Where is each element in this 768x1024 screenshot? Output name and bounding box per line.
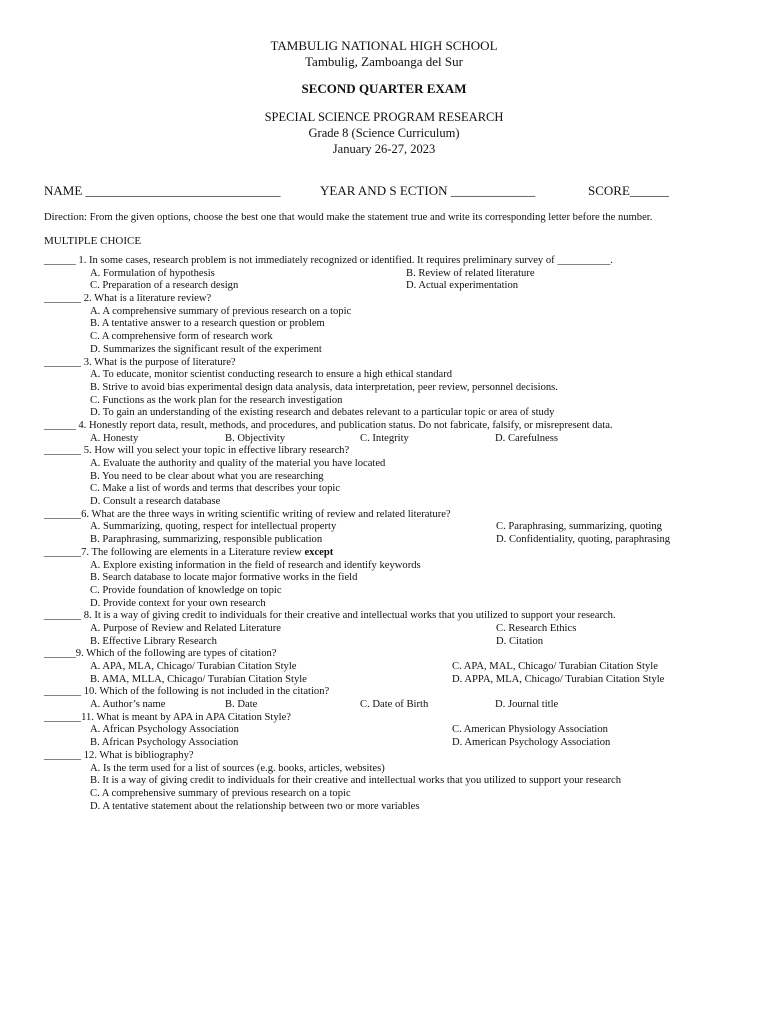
option-c: C. Preparation of a research design — [90, 280, 239, 292]
question-stem: _______ 2. What is a literature review? — [44, 293, 212, 305]
option-a: A. Evaluate the authority and quality of the material you have located — [90, 458, 386, 469]
option-row — [44, 724, 724, 737]
option-b: B. Effective Library Research — [90, 635, 217, 647]
option-d: D. Summarizes the significant result of the experiment — [90, 343, 322, 355]
option-c: C. Paraphrasing, summarizing, quoting — [496, 521, 662, 533]
option-d: D. American Psychology Association — [452, 737, 611, 749]
option-c: C. Functions as the work plan for the research investigation — [90, 394, 343, 406]
option-a: A. African Psychology Association — [90, 724, 239, 736]
option-row — [44, 737, 724, 750]
option-d: D. Journal title — [495, 699, 559, 711]
option-b: B. Objectivity — [225, 432, 286, 444]
option-d: D. Consult a research database — [90, 496, 221, 508]
option-d: D. A tentative statement about the relationship between two or more variables — [90, 800, 420, 812]
option-d: D. Citation — [496, 635, 544, 647]
option-b: B. A tentative answer to a research question or problem — [90, 318, 325, 330]
question-stem: _______ 12. What is bibliography? — [44, 749, 194, 761]
school-name: TAMBULIG NATIONAL HIGH SCHOOL — [270, 38, 498, 53]
option-row — [44, 280, 724, 293]
score-field[interactable]: SCORE______ — [588, 183, 669, 198]
option-row — [44, 534, 724, 547]
subject-title: SPECIAL SCIENCE PROGRAM RESEARCH — [264, 110, 504, 124]
emphasis-word: except — [304, 546, 334, 558]
option-a: A. Author’s name — [90, 699, 166, 711]
question-stem: _______11. What is meant by APA in APA Citation Style? — [44, 711, 292, 723]
option-b: B. Paraphrasing, summarizing, responsible publication — [90, 534, 323, 546]
question-stem — [44, 547, 724, 560]
option-c: C. Date of Birth — [360, 699, 429, 711]
question-stem: _______ 3. What is the purpose of literature? — [44, 356, 236, 368]
question-stem: ______ 4. Honestly report data, result, methods, and procedures, and publication status. Do not fabricate, falsify, or misrepresent data. — [44, 419, 613, 431]
option-a: A. Purpose of Review and Related Literature — [90, 622, 281, 634]
name-field[interactable]: NAME ______________________________ — [44, 183, 281, 198]
option-c: C. A comprehensive summary of previous research on a topic — [90, 787, 351, 799]
option-row — [44, 268, 724, 281]
directions: Direction: From the given options, choose the best one that would make the statement true and write its corresponding letter before the number. — [44, 212, 653, 223]
option-a: A. Explore existing information in the field of research and identify keywords — [90, 559, 421, 571]
question-text: _______7. The following are elements in a Literature review — [44, 546, 302, 558]
option-row — [44, 699, 724, 712]
option-b: B. Search database to locate major formative works in the field — [90, 572, 358, 584]
option-c: C. American Physiology Association — [452, 724, 608, 736]
option-a: A. To educate, monitor scientist conducting research to ensure a high ethical standard — [90, 369, 453, 381]
option-a: A. A comprehensive summary of previous research on a topic — [90, 305, 352, 317]
question-stem: _______6. What are the three ways in writing scientific writing of review and related literature? — [44, 508, 451, 520]
option-a: A. Honesty — [90, 432, 139, 444]
option-a: A. Is the term used for a list of sources (e.g. books, articles, websites) — [90, 762, 385, 774]
option-a: A. Summarizing, quoting, respect for intellectual property — [90, 521, 337, 533]
school-address: Tambulig, Zamboanga del Sur — [305, 54, 463, 69]
option-row — [44, 661, 724, 674]
option-d: D. Confidentiality, quoting, paraphrasing — [496, 534, 671, 546]
option-b: B. African Psychology Association — [90, 737, 239, 749]
option-d: D. Actual experimentation — [406, 280, 519, 292]
question-stem: _______ 8. It is a way of giving credit to individuals for their creative and intellectual works that you utilized to support your research. — [44, 610, 616, 622]
option-b: B. It is a way of giving credit to individuals for their creative and intellectual works that you utilized to support your research — [90, 775, 622, 787]
year-section-field[interactable]: YEAR AND S ECTION _____________ — [320, 183, 536, 198]
option-c: C. A comprehensive form of research work — [90, 331, 273, 343]
grade-level: Grade 8 (Science Curriculum) — [308, 126, 460, 140]
student-info-line — [44, 183, 724, 199]
option-b: B. Review of related literature — [406, 267, 535, 279]
option-row — [44, 674, 724, 687]
exam-date: January 26-27, 2023 — [332, 142, 436, 156]
option-b: B. Strive to avoid bias experimental design data analysis, data interpretation, peer review, personnel decisions. — [90, 381, 558, 393]
option-c: C. APA, MAL, Chicago/ Turabian Citation Style — [452, 661, 658, 672]
option-d: D. APPA, MLA, Chicago/ Turabian Citation Style — [452, 673, 665, 685]
option-row — [44, 623, 724, 636]
section-label: MULTIPLE CHOICE — [44, 235, 142, 247]
option-d: D. Provide context for your own research — [90, 597, 266, 609]
option-b: B. Date — [225, 699, 258, 711]
question-stem: _______ 10. Which of the following is not included in the citation? — [44, 686, 330, 698]
option-a: A. Formulation of hypothesis — [90, 267, 215, 279]
option-row — [44, 433, 724, 446]
option-a: A. APA, MLA, Chicago/ Turabian Citation Style — [90, 661, 297, 672]
option-row — [44, 636, 724, 649]
exam-title: SECOND QUARTER EXAM — [301, 81, 467, 96]
option-c: C. Provide foundation of knowledge on topic — [90, 584, 282, 596]
question-list — [44, 255, 724, 813]
option-row — [44, 521, 724, 534]
option-b: B. AMA, MLLA, Chicago/ Turabian Citation Style — [90, 673, 307, 685]
question-stem: ______ 1. In some cases, research problem is not immediately recognized or identified. It requires preliminary survey of __________. — [44, 255, 613, 266]
question-stem: ______9. Which of the following are types of citation? — [44, 648, 277, 660]
option-c: C. Make a list of words and terms that describes your topic — [90, 483, 341, 495]
option-d: D. Carefulness — [495, 432, 558, 444]
question-stem: _______ 5. How will you select your topic in effective library research? — [44, 445, 350, 457]
option-b: B. You need to be clear about what you are researching — [90, 470, 324, 482]
option-d: D. To gain an understanding of the existing research and debates relevant to a particular topic or area of study — [90, 407, 555, 419]
option-c: C. Research Ethics — [496, 622, 577, 634]
option-c: C. Integrity — [360, 432, 409, 444]
